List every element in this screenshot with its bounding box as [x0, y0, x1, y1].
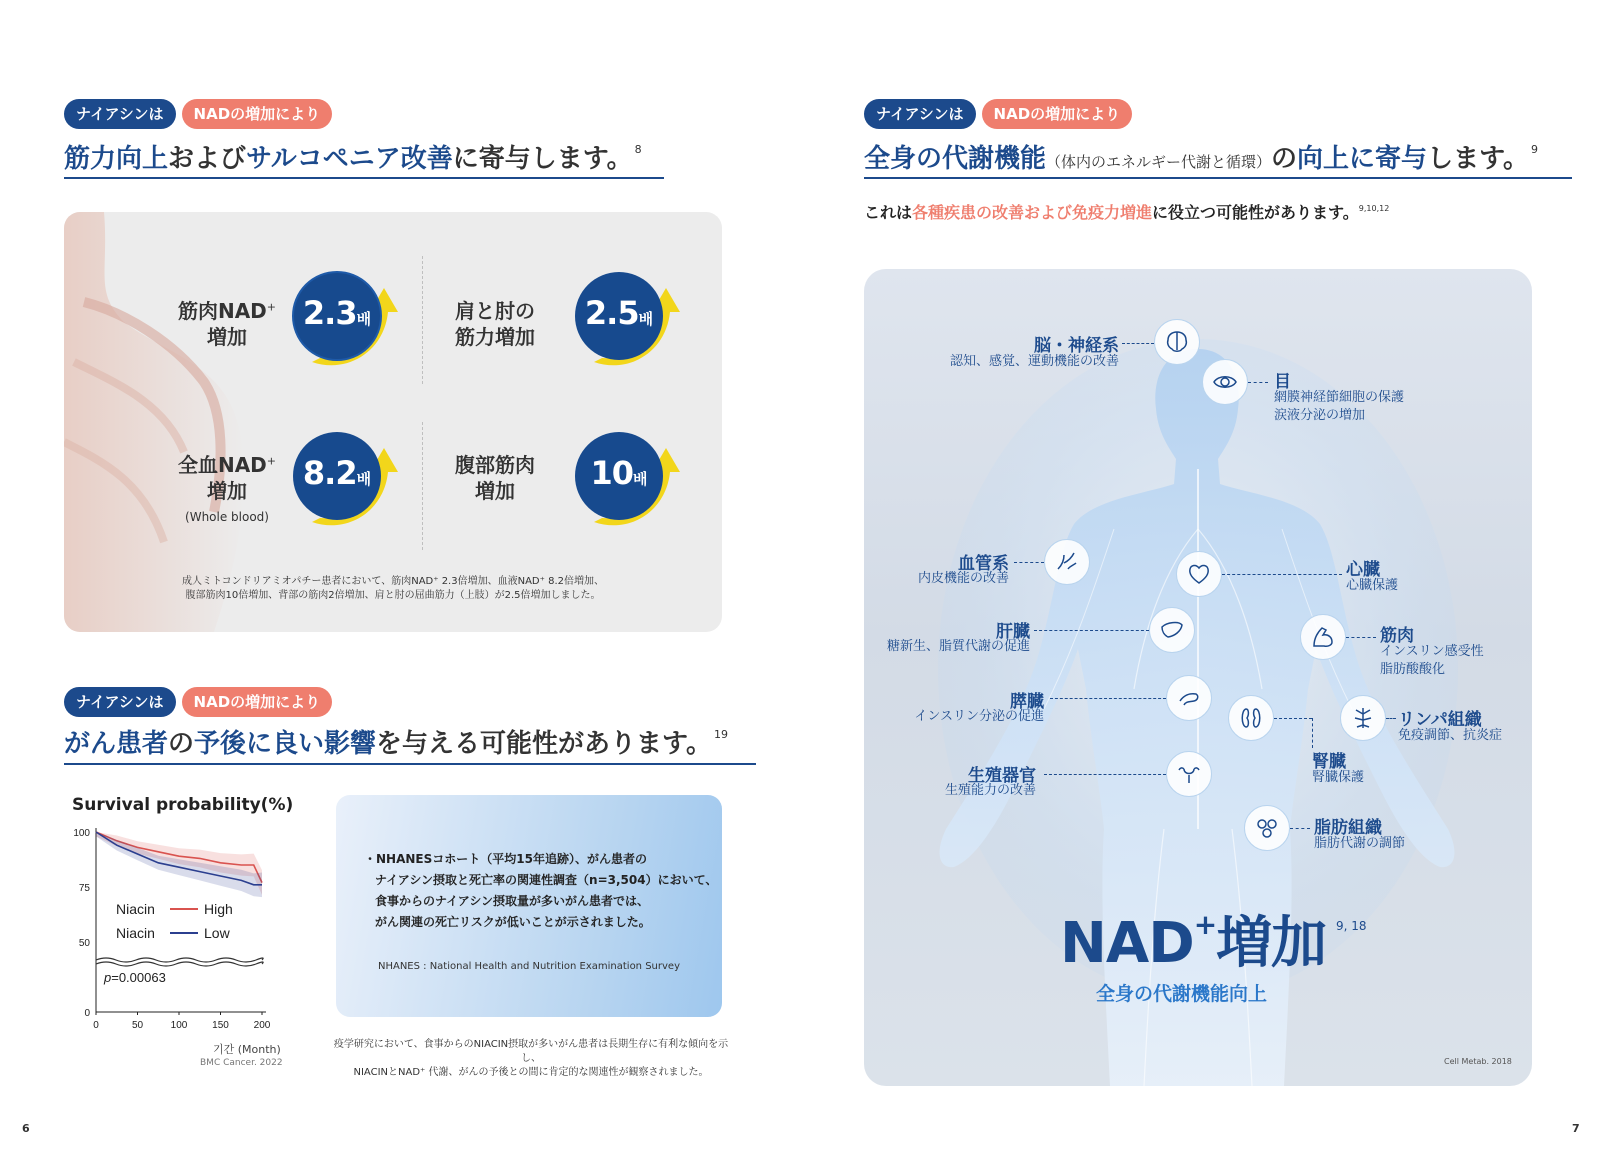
- heading-underline: [64, 177, 664, 179]
- reproductive-name: 生殖器官: [968, 766, 1036, 786]
- vessel-desc: 内皮機能の改善: [917, 571, 1009, 586]
- muscle-desc: インスリン感受性 脂肪酸酸化: [1380, 644, 1484, 677]
- pancreas-leader: [1050, 698, 1166, 699]
- y-tick-label: 0: [84, 1008, 90, 1019]
- tag-niacin: ナイアシンは: [64, 687, 176, 717]
- survival-chart: [64, 822, 284, 1034]
- infographic-source: Cell Metab. 2018: [1444, 1057, 1512, 1066]
- liver-name: 肝臓: [996, 622, 1030, 642]
- nad-increase-title: NAD+増加: [1060, 908, 1327, 976]
- shoulder-muscle-illustration: [64, 212, 274, 632]
- muscle-nad-badge: 2.3배: [292, 270, 402, 370]
- abdominal-muscle-label: 腹部筋肉 増加: [455, 453, 535, 503]
- page-number-right: 7: [1572, 1122, 1580, 1135]
- tag-nad-increase: NADの増加により: [182, 99, 333, 129]
- y-tick-label: 75: [78, 883, 90, 894]
- survival-chart-title: Survival probability(%): [72, 795, 294, 815]
- muscle-stats-card: [64, 212, 722, 632]
- fat-desc: 脂肪代謝の調節: [1314, 836, 1406, 851]
- tag-nad-increase: NADの増加により: [182, 687, 333, 717]
- pancreas-icon: [1166, 675, 1212, 721]
- nad-reference: 9, 18: [1336, 919, 1367, 933]
- epidemiology-note: 疫学研究において、食事からのNIACIN摂取が多いがん患者は長期生存に有利な傾向を示し、 NIACINとNAD⁺ 代謝、がんの予後との間に肯定的な関連性が観察されました。: [333, 1039, 729, 1078]
- uterus-icon: [1166, 751, 1212, 797]
- muscle-study-note: 成人ミトコンドリアミオパチー患者において、筋肉NAD⁺ 2.3倍増加、血液NAD⁺ 8.2倍増加、 腹部筋肉10倍増加、背部の筋肉2倍増加、肩と肘の屈曲筋力（上肢）が2.5倍増加しました。: [182, 576, 604, 601]
- y-tick-label: 50: [78, 938, 90, 949]
- section-heading-muscle: 筋力向上およびサルコペニア改善に寄与します。 $^8$: [64, 143, 642, 174]
- lymph-name: リンパ組織: [1398, 710, 1482, 730]
- body-organ-infographic: [864, 269, 1532, 1086]
- survival-x-axis-label: 기간 (Month): [213, 1043, 281, 1056]
- blood-nad-label: 全血NAD+ 増加: [177, 453, 277, 503]
- legend-label-low: Low: [204, 925, 230, 941]
- x-tick-label: 0: [93, 1020, 99, 1031]
- muscle-icon: [1300, 614, 1346, 660]
- fat-cells-icon: [1244, 805, 1290, 851]
- eye-name: 目: [1274, 372, 1291, 392]
- liver-leader: [1034, 630, 1149, 631]
- x-tick-label: 100: [170, 1020, 188, 1031]
- y-tick-label: 100: [73, 828, 90, 839]
- muscle-leader: [1346, 637, 1376, 638]
- legend-prefix: Niacin: [116, 901, 155, 917]
- axis-break-mark: [96, 962, 263, 966]
- tag-niacin: ナイアシンは: [864, 99, 976, 129]
- shoulder-elbow-value: 2.5: [584, 294, 639, 332]
- axis-break-mark: [96, 958, 263, 962]
- shoulder-elbow-label: 肩と肘の 筋力増加: [455, 299, 535, 349]
- blood-nad-badge: 8.2배: [292, 430, 402, 530]
- metabolism-subline: これは各種疾患の改善および免疫力増進に役立つ可能性があります。$^{9,10,12}$: [864, 203, 1390, 222]
- legend-prefix: Niacin: [116, 925, 155, 941]
- heading-underline: [864, 177, 1572, 179]
- legend-label-high: High: [204, 901, 233, 917]
- stats-divider-bottom: [422, 422, 423, 550]
- pancreas-desc: インスリン分泌の促進: [914, 709, 1044, 724]
- blood-nad-value: 8.2: [302, 454, 357, 492]
- brain-desc: 認知、感覚、運動機能の改善: [949, 354, 1119, 369]
- muscle-nad-value: 2.3: [302, 294, 357, 332]
- whole-blood-note: (Whole blood): [185, 510, 269, 524]
- eye-leader: [1248, 382, 1268, 383]
- liver-desc: 糖新生、脂質代謝の促進: [886, 639, 1030, 654]
- blood-vessel-icon: [1044, 539, 1090, 585]
- tag-group-metabolism: [864, 99, 1132, 129]
- stats-divider-top: [422, 256, 423, 384]
- eye-desc: 網膜神経節細胞の保護 涙液分泌の増加: [1274, 390, 1405, 423]
- kidney-name: 腎臓: [1312, 752, 1346, 772]
- kidney-icon: [1228, 695, 1274, 741]
- abdominal-muscle-value: 10: [590, 454, 634, 492]
- kidney-leader: [1274, 718, 1312, 719]
- nad-subtitle: 全身の代謝機能向上: [1096, 983, 1268, 1005]
- lymph-desc: 免疫調節、抗炎症: [1398, 728, 1503, 743]
- heart-icon: [1176, 551, 1222, 597]
- vessel-name: 血管系: [958, 554, 1009, 574]
- reproductive-leader: [1044, 774, 1166, 775]
- brain-leader: [1122, 343, 1154, 344]
- lymph-leader: [1386, 718, 1396, 719]
- kidney-leader-vertical: [1312, 718, 1313, 748]
- pancreas-name: 膵臓: [1010, 692, 1044, 712]
- heart-name: 心臓: [1346, 560, 1380, 580]
- chart-source: BMC Cancer. 2022: [200, 1058, 283, 1068]
- reproductive-desc: 生殖能力の改善: [944, 783, 1036, 798]
- muscle-name: 筋肉: [1380, 626, 1414, 646]
- shoulder-elbow-badge: 2.5배: [574, 270, 684, 370]
- tag-group-cancer: [64, 687, 332, 717]
- x-tick-label: 150: [212, 1020, 229, 1031]
- page-number-left: 6: [22, 1122, 30, 1135]
- muscle-nad-label: 筋肉NAD+ 増加: [177, 299, 277, 349]
- nhanes-summary-box: [336, 795, 722, 1017]
- brain-name: 脳・神経系: [1034, 336, 1119, 356]
- vessel-leader: [1014, 562, 1044, 563]
- tag-niacin: ナイアシンは: [64, 99, 176, 129]
- section-heading-cancer: がん患者の予後に良い影響を与える可能性があります。 $^{19}$: [64, 728, 728, 759]
- abdominal-muscle-badge: 10배: [574, 430, 684, 530]
- fat-name: 脂肪組織: [1314, 818, 1382, 838]
- x-tick-label: 50: [131, 1020, 144, 1031]
- nhanes-summary-text: ・NHANESコホート（平均15年追跡）、がん患者の ナイアシン摂取と死亡率の関連性調査（n=3,504）において、 食事からのナイアシン摂取量が多いがん患者では、 がん関連の死亡リスクが低いことが示されました。: [364, 852, 718, 929]
- section-heading-metabolism: 全身の代謝機能（体内のエネルギー代謝と循環）の向上に寄与します。 $^9$: [864, 143, 1538, 174]
- heading-underline: [64, 763, 756, 765]
- liver-icon: [1149, 607, 1195, 653]
- heart-leader: [1222, 574, 1342, 575]
- lymph-icon: [1340, 695, 1386, 741]
- tag-group-muscle: [64, 99, 332, 129]
- brain-icon: [1154, 319, 1200, 365]
- eye-icon: [1202, 359, 1248, 405]
- heart-desc: 心臓保護: [1346, 578, 1399, 593]
- kidney-desc: 腎臓保護: [1312, 770, 1365, 785]
- x-tick-label: 200: [253, 1020, 271, 1031]
- nhanes-abbreviation: NHANES : National Health and Nutrition Examination Survey: [377, 961, 680, 972]
- fat-leader: [1290, 828, 1310, 829]
- p-value-annotation: p=0.00063: [104, 970, 166, 985]
- tag-nad-increase: NADの増加により: [982, 99, 1133, 129]
